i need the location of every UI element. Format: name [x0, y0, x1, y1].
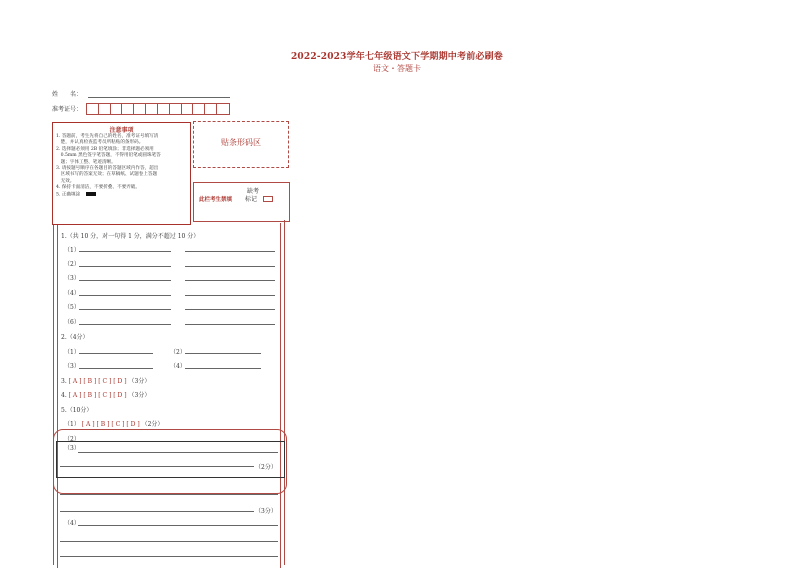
question-3-score: （3分）	[128, 378, 151, 385]
id-digit-box[interactable]	[146, 104, 158, 115]
question-4-score: （3分）	[128, 392, 151, 399]
notice-line: 0.5mm 黑色签字笔答题，不得用铅笔或圆珠笔答	[56, 153, 161, 159]
q2-answer-line[interactable]	[79, 353, 153, 354]
q5-4-answer-line[interactable]	[60, 541, 278, 542]
id-digit-box[interactable]	[170, 104, 182, 115]
q5-3-answer-line[interactable]	[60, 466, 254, 467]
option-b[interactable]: [ B ]	[83, 392, 97, 399]
q5-4-answer-line[interactable]	[60, 556, 278, 557]
notice-line: 4. 保持卡面清洁，不要折叠、不要弄破。	[56, 185, 140, 191]
q1-answer-line[interactable]	[185, 251, 275, 252]
q1-answer-line[interactable]	[185, 266, 275, 267]
q5-3-score: （2分）	[255, 464, 277, 471]
q5-1-label: （1）	[64, 421, 80, 428]
id-number-boxes[interactable]	[86, 103, 230, 115]
id-digit-box[interactable]	[193, 104, 205, 115]
q5-score: （3分）	[255, 508, 277, 515]
q1-answer-line[interactable]	[79, 266, 171, 267]
id-digit-box[interactable]	[87, 104, 99, 115]
absent-checkbox[interactable]	[263, 196, 273, 202]
option-d[interactable]: [ D ]	[113, 392, 127, 399]
question-1-header: 1.（共 10 分，对一句得 1 分，满分不超过 10 分）	[61, 233, 200, 240]
q2-answer-line[interactable]	[79, 368, 153, 369]
q1-answer-line[interactable]	[79, 280, 171, 281]
option-c[interactable]: [ C ]	[111, 421, 125, 428]
option-a[interactable]: [ A ]	[68, 392, 82, 399]
q2-answer-line[interactable]	[185, 368, 261, 369]
q5-answer-line[interactable]	[60, 511, 254, 512]
q1-answer-line[interactable]	[185, 280, 275, 281]
question-3-number: 3.	[61, 378, 67, 385]
q1-item-label: （2）	[64, 261, 80, 268]
question-3-row	[61, 376, 150, 385]
q1-answer-line[interactable]	[185, 295, 275, 296]
filled-mark-example	[86, 192, 96, 196]
notice-line: 楚，并认真检查监考员所粘贴的条形码。	[56, 140, 144, 146]
q1-item-label: （1）	[64, 247, 80, 254]
option-c[interactable]: [ C ]	[98, 392, 112, 399]
notice-line: 题；字体工整、笔迹清晰。	[56, 159, 116, 165]
notice-line: 1. 答题前，考生先将自己的姓名，准考证号填写清	[56, 134, 159, 139]
page-title: 2022-2023学年七年级语文下学期期中考前必刷卷	[290, 52, 504, 62]
q1-item-label: （5）	[64, 304, 80, 311]
q5-3-label: （3）	[64, 445, 80, 452]
id-digit-box[interactable]	[111, 104, 123, 115]
absent-mark-label: 缺考	[247, 188, 260, 195]
notice-list	[53, 134, 190, 199]
name-label: 姓 名：	[52, 91, 83, 98]
name-field[interactable]	[88, 97, 230, 98]
q1-answer-line[interactable]	[185, 309, 275, 310]
q1-answer-line[interactable]	[79, 251, 171, 252]
q2-answer-line[interactable]	[185, 353, 261, 354]
q1-answer-line[interactable]	[79, 324, 171, 325]
question-5-header: 5.（10分）	[61, 407, 93, 414]
q1-answer-line[interactable]	[185, 324, 275, 325]
q1-answer-line[interactable]	[79, 295, 171, 296]
absent-side-label: 此栏考生禁填	[199, 197, 233, 203]
notice-line: 2. 选择题必须用 2B 铅笔填涂；非选择题必须用	[56, 146, 154, 152]
id-digit-box[interactable]	[158, 104, 170, 115]
q5-3-answer-box	[56, 441, 285, 478]
notice-line	[56, 192, 187, 199]
option-a[interactable]: [ A ]	[81, 421, 95, 428]
q2-item-label: （1）	[64, 349, 80, 356]
q2-item-label: （2）	[170, 349, 186, 356]
id-label: 准考证号：	[52, 106, 83, 113]
notice-line-text: 5. 正确填涂	[56, 192, 81, 198]
q5-4-answer-line[interactable]	[78, 525, 278, 526]
barcode-area	[193, 121, 289, 168]
id-digit-box[interactable]	[217, 104, 229, 115]
id-digit-box[interactable]	[182, 104, 194, 115]
q2-item-label: （3）	[64, 363, 80, 370]
option-b[interactable]: [ B ]	[96, 421, 110, 428]
q1-item-label: （3）	[64, 275, 80, 282]
question-4-number: 4.	[61, 392, 67, 399]
option-d[interactable]: [ D ]	[113, 378, 127, 385]
notice-line: 3. 请按题号顺序在各题目的答题区域内作答，超出	[56, 166, 159, 172]
question-4-row	[61, 390, 150, 399]
q5-2-label: （2）	[64, 436, 80, 443]
q5-3-answer-line[interactable]	[78, 452, 278, 453]
id-digit-box[interactable]	[99, 104, 111, 115]
absent-mark-label-2: 标记	[245, 196, 258, 203]
q5-1-score: （2分）	[141, 421, 164, 428]
barcode-label: 贴条形码区	[221, 138, 261, 147]
option-a[interactable]: [ A ]	[68, 378, 82, 385]
q1-item-label: （6）	[64, 319, 80, 326]
absent-box	[193, 182, 290, 222]
id-digit-box[interactable]	[134, 104, 146, 115]
q5-1-row	[64, 419, 163, 428]
option-b[interactable]: [ B ]	[83, 378, 97, 385]
q1-answer-line[interactable]	[79, 309, 171, 310]
question-2-header: 2.（4分）	[61, 334, 89, 341]
notice-box	[52, 122, 191, 225]
notice-line: 区域书写的答案无效；在草稿纸、试题卷上答题	[56, 172, 158, 178]
notice-line: 无效。	[56, 178, 75, 184]
q1-item-label: （4）	[64, 290, 80, 297]
q5-answer-line[interactable]	[60, 494, 278, 495]
q5-4-label: （4）	[64, 520, 80, 527]
id-digit-box[interactable]	[122, 104, 134, 115]
option-d[interactable]: [ D ]	[126, 421, 140, 428]
id-digit-box[interactable]	[205, 104, 217, 115]
option-c[interactable]: [ C ]	[98, 378, 112, 385]
page-subtitle: 语文・答题卡	[373, 64, 421, 73]
notice-title: 注意事项	[109, 127, 134, 134]
q2-item-label: （4）	[170, 363, 186, 370]
